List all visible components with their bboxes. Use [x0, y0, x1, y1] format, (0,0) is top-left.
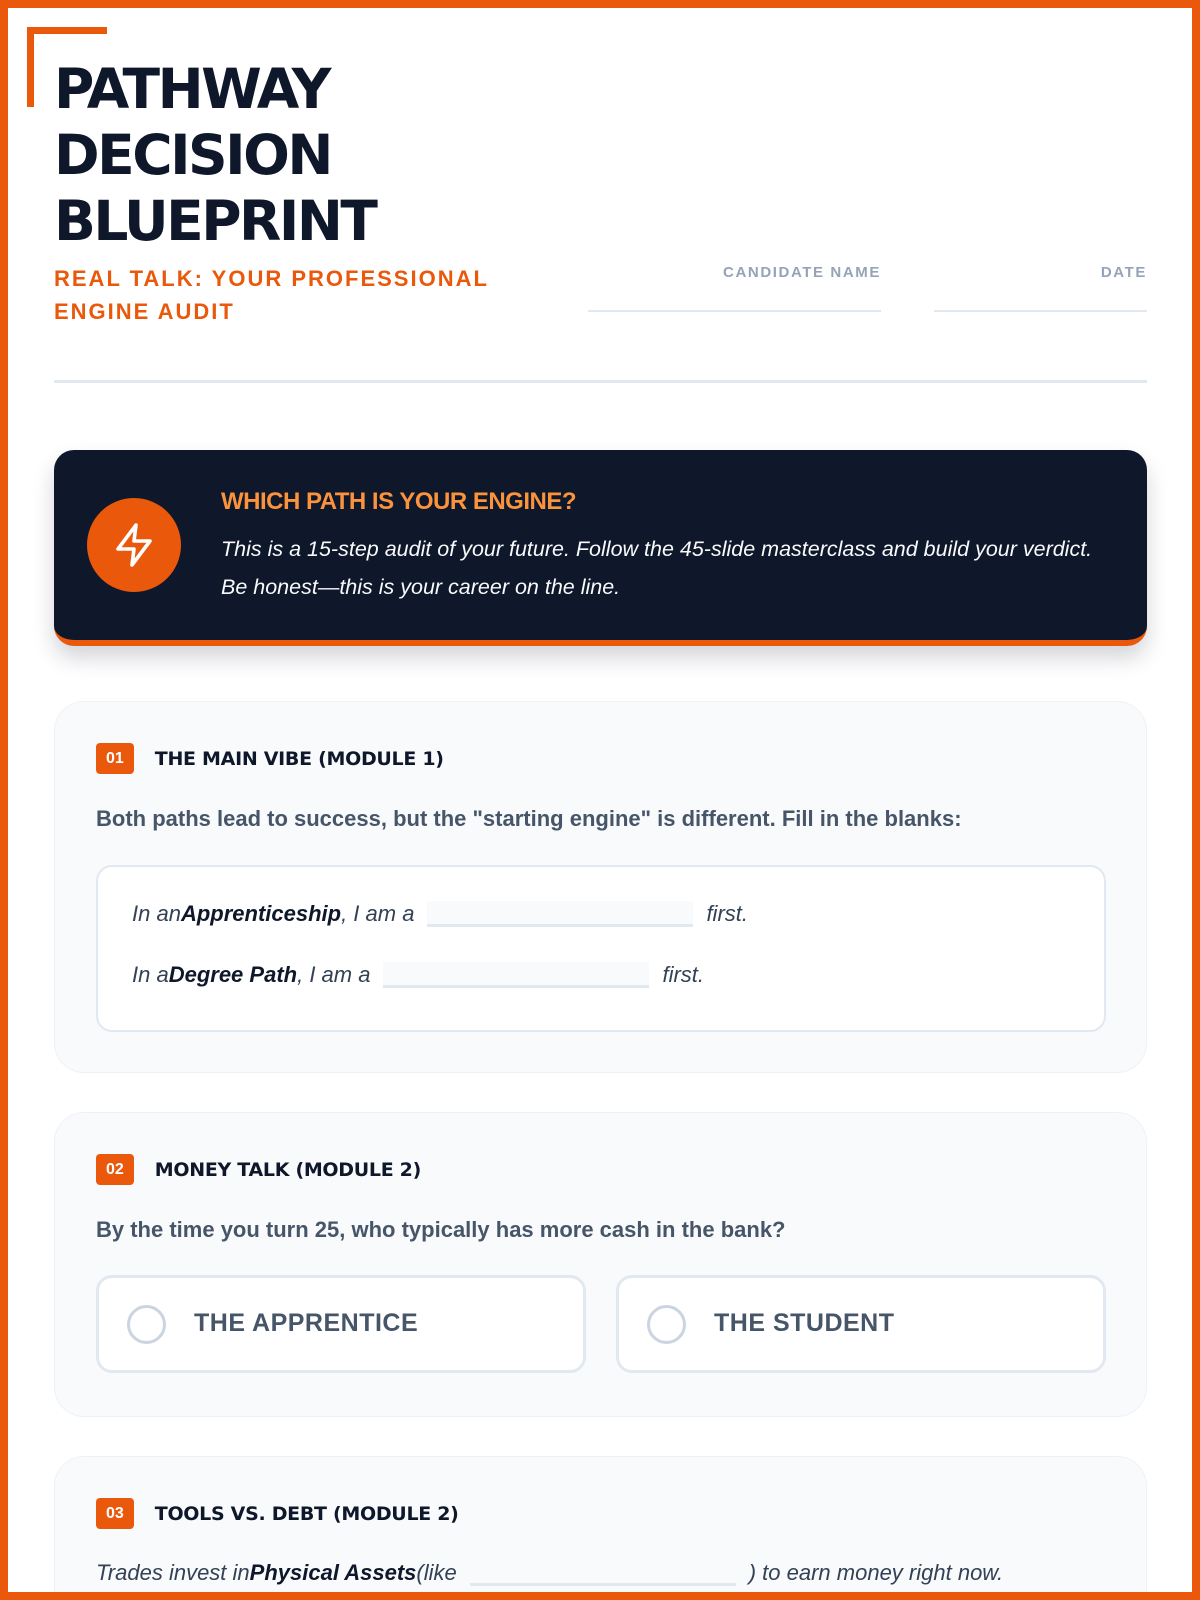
fill-in-sentence: [96, 1560, 1003, 1586]
sentence-emphasis: Degree Path: [168, 962, 298, 987]
section-number-badge: 01: [96, 743, 134, 774]
section-card: [54, 1112, 1147, 1417]
section-prompt: Both paths lead to success, but the "starting engine" is different. Fill in the blanks:: [96, 806, 962, 831]
option-label: THE APPRENTICE: [194, 1309, 419, 1337]
intro-banner: [54, 450, 1147, 646]
fill-in-box: [96, 865, 1106, 1032]
fill-in-sentence: [132, 901, 748, 927]
option-label: THE STUDENT: [714, 1309, 895, 1337]
answer-blank[interactable]: [427, 901, 693, 927]
page-title: [54, 56, 554, 254]
section-header: [96, 1154, 421, 1185]
sentence-text: first.: [706, 901, 748, 926]
section-prompt: By the time you turn 25, who typically has more cash in the bank?: [96, 1217, 786, 1242]
candidate-name-field[interactable]: [588, 264, 881, 312]
sentence-text: In a: [132, 962, 169, 987]
section-title: TOOLS VS. DEBT (MODULE 2): [154, 1502, 459, 1525]
section-title: MONEY TALK (MODULE 2): [154, 1158, 421, 1181]
sentence-text: Trades invest in: [96, 1560, 250, 1585]
radio-button[interactable]: [647, 1305, 686, 1344]
sentence-text: (like: [416, 1560, 457, 1585]
banner-body: This is a 15-step audit of your future. Follow the 45-slide masterclass and build your verdict. Be honest—this is your career on the line.: [221, 537, 1093, 599]
section-header: [96, 743, 444, 774]
header-divider: [54, 380, 1147, 383]
banner-heading: WHICH PATH IS YOUR ENGINE?: [221, 488, 577, 515]
option-apprentice[interactable]: [96, 1275, 586, 1373]
sentence-text: , I am a: [297, 962, 371, 987]
section-title: THE MAIN VIBE (MODULE 1): [154, 747, 444, 770]
title-line: DECISION: [54, 123, 331, 187]
answer-blank[interactable]: [470, 1560, 736, 1586]
candidate-name-input-line[interactable]: [588, 310, 881, 312]
section-card: [54, 1456, 1147, 1600]
candidate-name-label: CANDIDATE NAME: [723, 264, 881, 281]
sentence-emphasis: Physical Assets: [249, 1560, 417, 1585]
title-line: PATHWAY: [54, 57, 329, 121]
title-line: BLUEPRINT: [54, 189, 376, 253]
sentence-text: first.: [662, 962, 705, 987]
option-student[interactable]: [616, 1275, 1106, 1373]
lightning-bolt-icon: [87, 498, 181, 592]
sentence-text: In an: [132, 901, 181, 926]
date-label: DATE: [1100, 264, 1147, 281]
section-card: [54, 701, 1147, 1073]
sentence-emphasis: Apprenticeship: [180, 901, 342, 926]
sentence-text: ) to earn money right now.: [748, 1560, 1004, 1585]
section-header: [96, 1498, 459, 1529]
date-input-line[interactable]: [934, 310, 1147, 312]
section-number-badge: 02: [96, 1154, 134, 1185]
sentence-text: , I am a: [341, 901, 415, 926]
section-number-badge: 03: [96, 1498, 134, 1529]
answer-blank[interactable]: [383, 962, 649, 988]
date-field[interactable]: [934, 264, 1147, 312]
fill-in-sentence: [132, 962, 704, 988]
page-subtitle: REAL TALK: YOUR PROFESSIONAL ENGINE AUDIT: [54, 266, 489, 324]
radio-button[interactable]: [127, 1305, 166, 1344]
